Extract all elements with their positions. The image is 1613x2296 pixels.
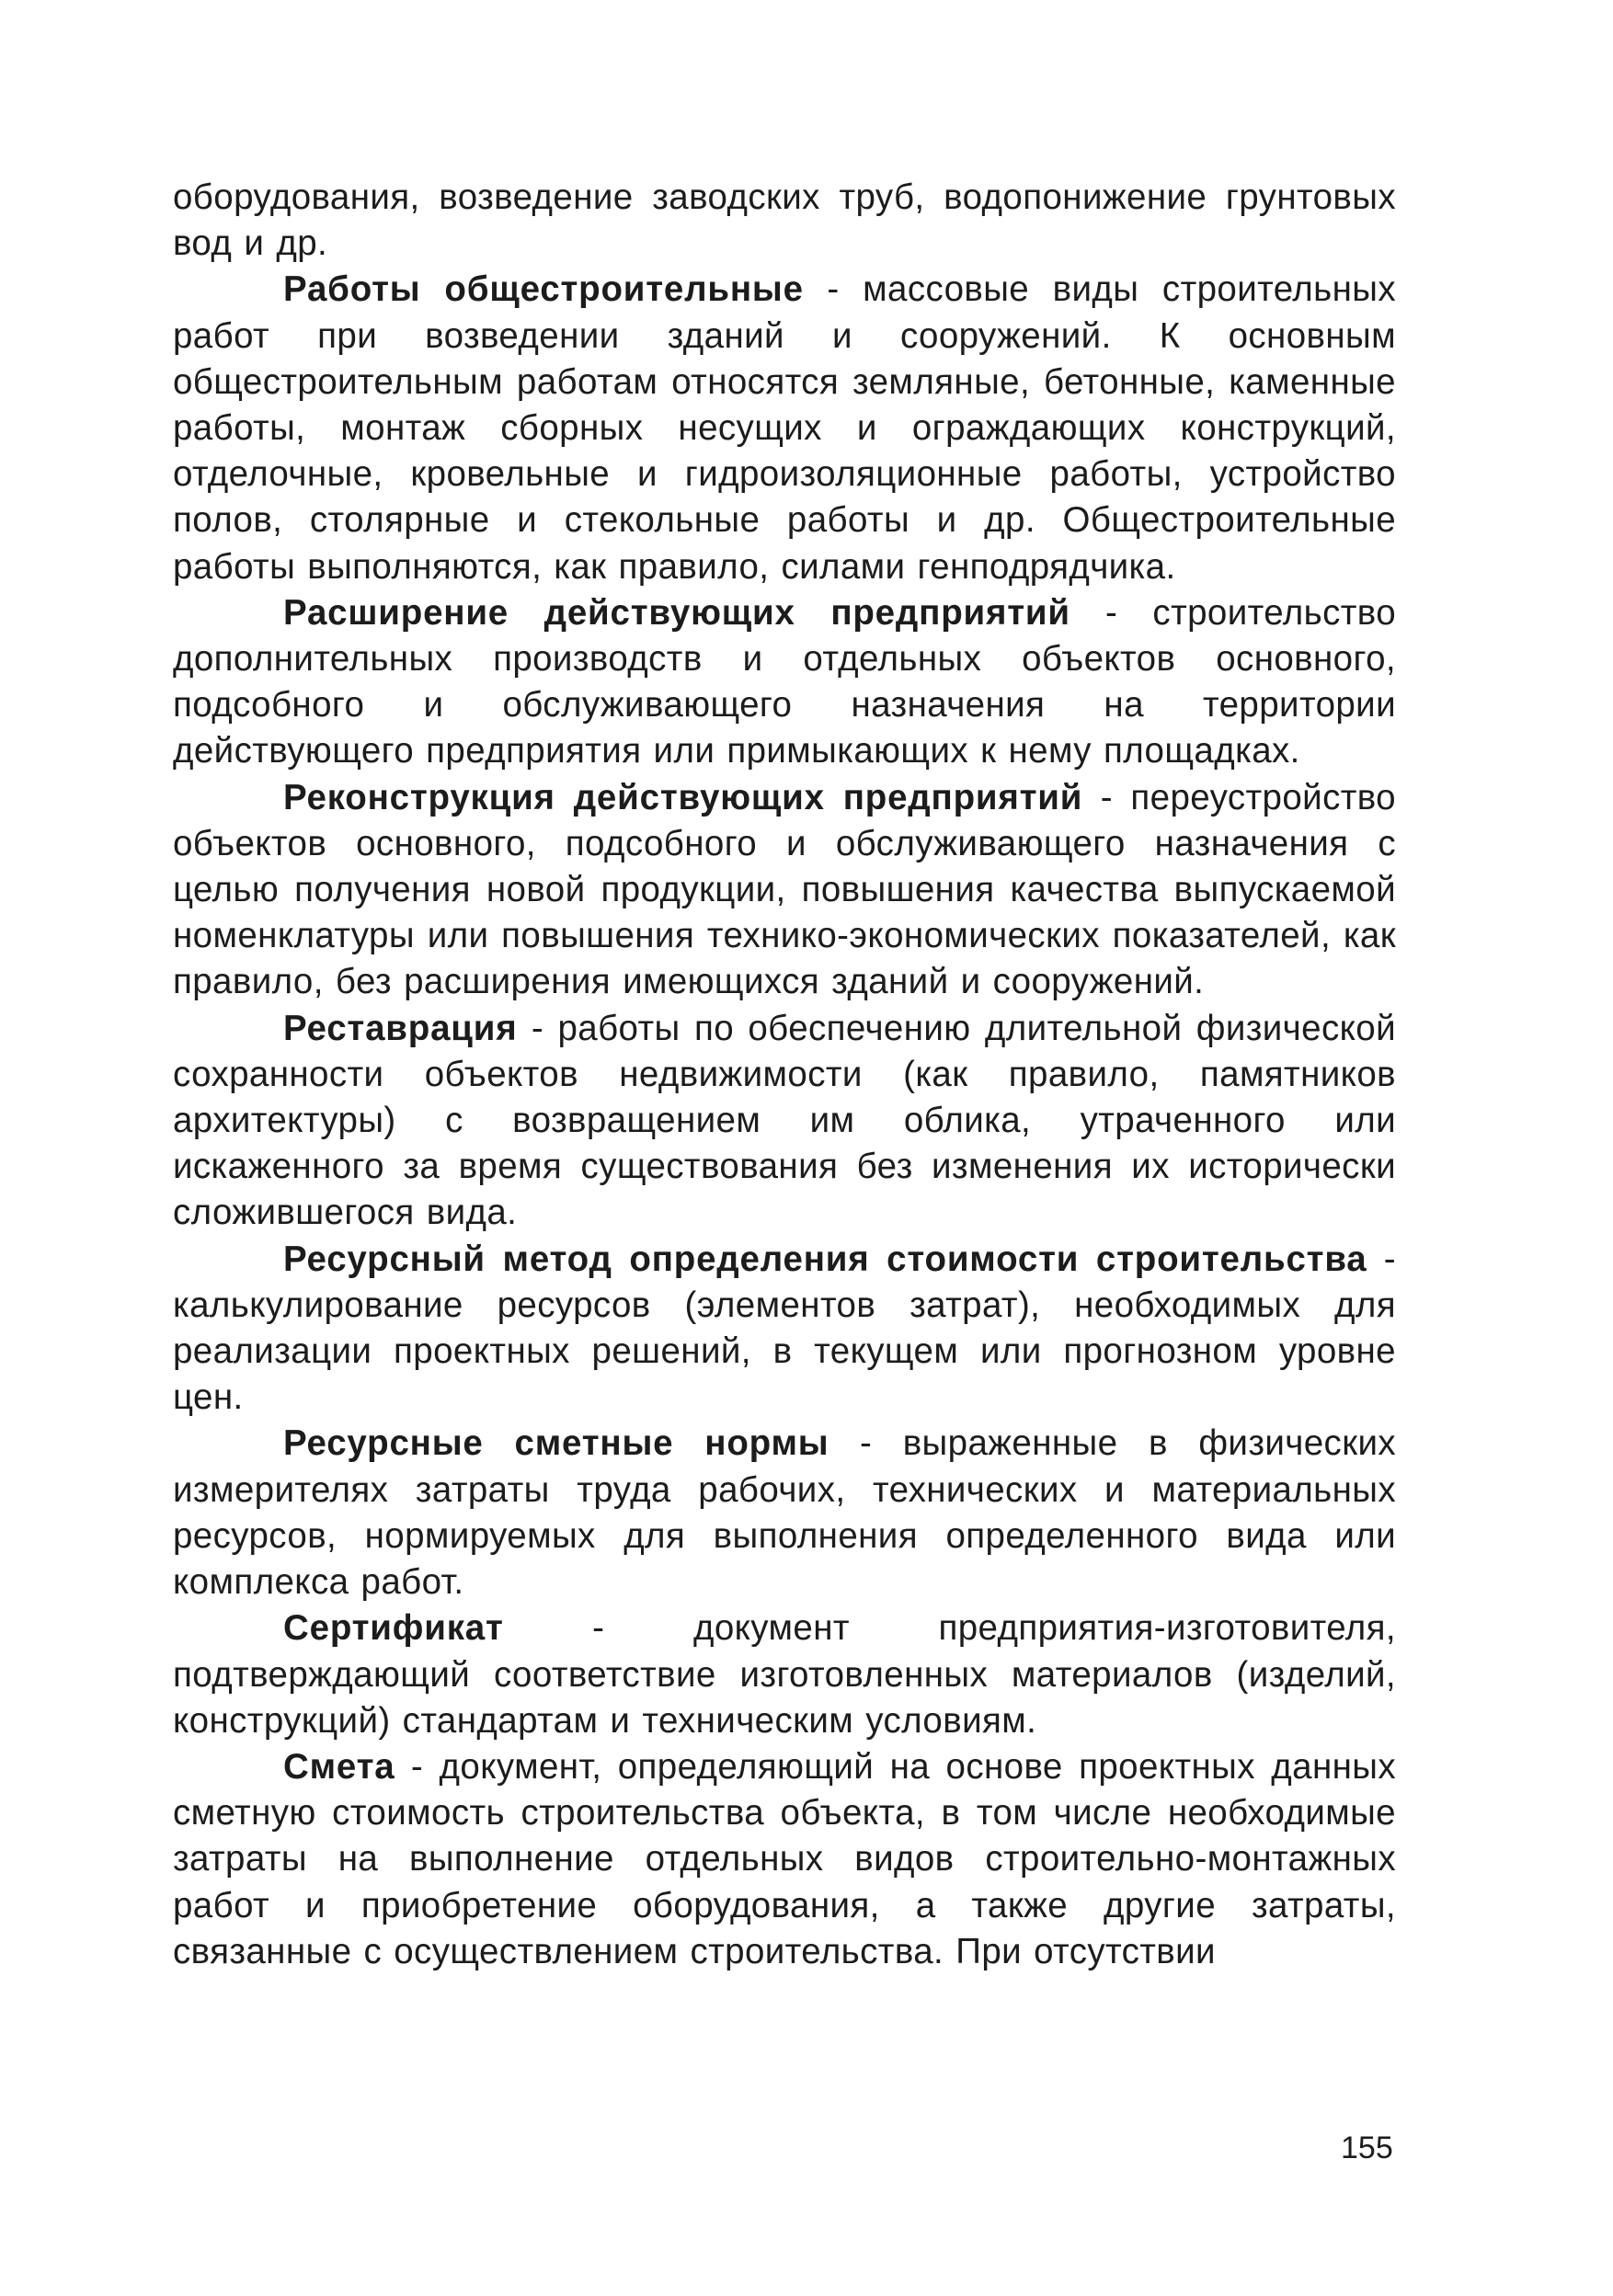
- glossary-entry: [173, 590, 1396, 775]
- glossary-entry: [173, 1744, 1396, 1975]
- glossary-term: Работы общестроительные: [283, 269, 804, 310]
- glossary-definition: - калькулирование ресурсов (элементов затрат), необходимых для реализации проектных решений, в текущем или прогнозном уровне цен.: [173, 1239, 1396, 1418]
- glossary-term: Сертификат: [283, 1608, 504, 1649]
- glossary-text: [173, 175, 1396, 1975]
- glossary-entry: [173, 267, 1396, 589]
- glossary-definition: - работы по обеспечению длительной физической сохранности объектов недвижимости (как правило, памятников архитектуры) с возвращением им облика, утраченного или искаженного за время существования без изменения их исторически сложившегося вида.: [173, 1008, 1396, 1233]
- page-number: 155: [1341, 2130, 1393, 2165]
- glossary-definition: - массовые виды строительных работ при возведении зданий и сооружений. К основным общестроительным работам относятся земляные, бетонные, каменные работы, монтаж сборных несущих и ограждающих конструкций, отделочные, кровельные и гидроизоляционные работы, устройство полов, столярные и стекольные работы и др. Общестроительные работы выполняются, как правило, силами генподрядчика.: [173, 269, 1396, 587]
- glossary-term: Реставрация: [283, 1008, 518, 1048]
- glossary-term: Реконструкция действующих предприятий: [283, 777, 1083, 817]
- glossary-definition: - документ предприятия-изготовителя, подтверждающий соответствие изготовленных материалов (изделий, конструкций) стандартам и техническим условиям.: [173, 1608, 1396, 1741]
- glossary-definition: - строительство дополнительных производств и отдельных объектов основного, подсобного и обслуживающего назначения на территории действующего предприятия или примыкающих к нему площадках.: [173, 592, 1396, 771]
- glossary-entry: [173, 775, 1396, 1006]
- glossary-term: Расширение действующих предприятий: [283, 592, 1070, 633]
- glossary-term: Ресурсные сметные нормы: [283, 1423, 829, 1464]
- glossary-entry: [173, 1421, 1396, 1605]
- glossary-term: Смета: [283, 1746, 395, 1787]
- glossary-term: Ресурсный метод определения стоимости строительства: [283, 1239, 1367, 1279]
- glossary-definition: - выраженные в физических измерителях затраты труда рабочих, технических и материальных ресурсов, нормируемых для выполнения определенного вида или комплекса работ.: [173, 1423, 1397, 1603]
- glossary-entry: [173, 1605, 1396, 1744]
- glossary-entry: [173, 1237, 1396, 1422]
- intro-paragraph: оборудования, возведение заводских труб, водопонижение грунтовых вод и др.: [173, 177, 1396, 264]
- glossary-definition: - переустройство объектов основного, подсобного и обслуживающего назначения с целью получения новой продукции, повышения качества выпускаемой номенклатуры или повышения технико-экономических показателей, как правило, без расширения имеющихся зданий и сооружений.: [173, 777, 1396, 1002]
- glossary-entry: [173, 1006, 1396, 1237]
- glossary-definition: - документ, определяющий на основе проектных данных сметную стоимость строительства объекта, в том числе необходимые затраты на выполнение отдельных видов строительно-монтажных работ и приобретение оборудования, а также другие затраты, связанные с осуществлением строительства. При отсутствии: [173, 1746, 1396, 1971]
